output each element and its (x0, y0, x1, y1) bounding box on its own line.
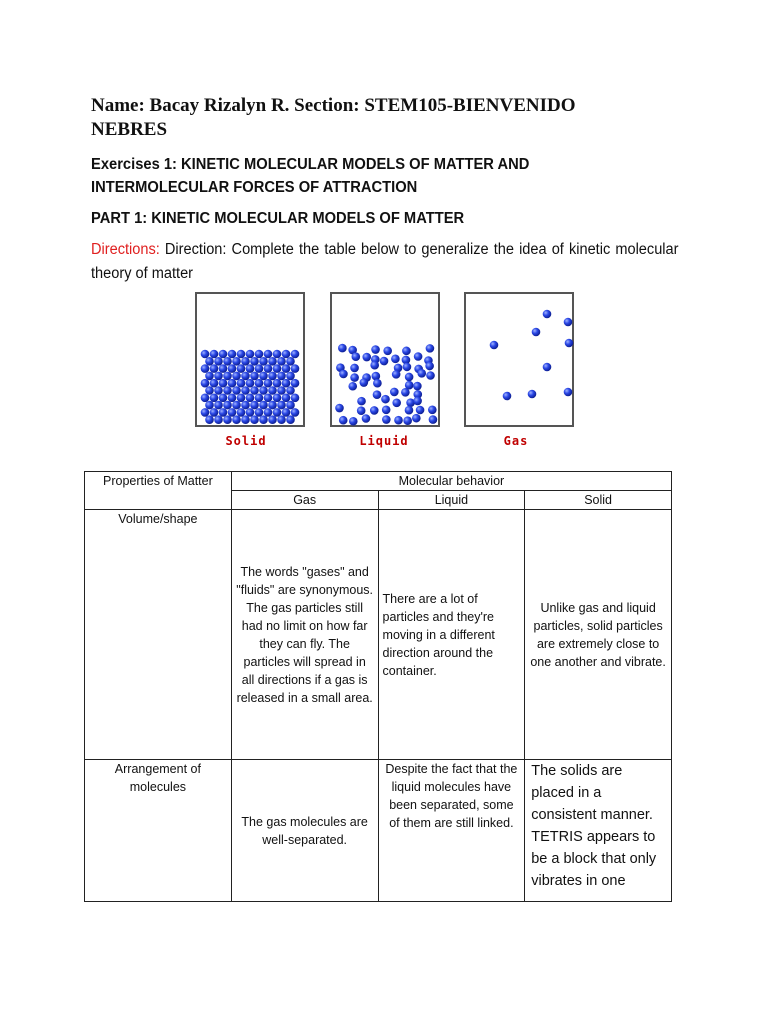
liquid-particle (357, 397, 366, 406)
row-property: Arrangement of molecules (85, 760, 232, 902)
directions-text: Direction: Complete the table below to generalize the idea of kinetic molecular theory of matter (91, 241, 679, 282)
solid-particle (291, 408, 300, 417)
exercise-title: Exercises 1: KINETIC MOLECULAR MODELS OF MATTER AND INTERMOLECULAR FORCES OF ATTRACTION (91, 156, 530, 196)
solid-particle (264, 408, 273, 417)
solid-particle (286, 372, 295, 381)
liquid-particle (392, 398, 401, 407)
solid-particle (259, 372, 268, 381)
gas-label: Gas (503, 434, 529, 448)
liquid-particle (339, 416, 348, 425)
solid-particle (264, 364, 273, 373)
solid-particle (250, 386, 259, 395)
solid-particle (277, 357, 286, 366)
liquid-particle (370, 361, 379, 370)
solid-particle (246, 408, 255, 417)
table-row (85, 760, 672, 902)
solid-particle (237, 394, 246, 403)
solid-particle (291, 350, 300, 359)
solid-particle (259, 386, 268, 395)
solid-particle (210, 350, 219, 359)
solid-particle (214, 372, 223, 381)
solid-particle (219, 394, 228, 403)
solid-particle (232, 401, 241, 410)
solid-particle (259, 401, 268, 410)
solid-particle (286, 415, 295, 424)
gas-particle (564, 318, 573, 327)
solid-particle (223, 386, 232, 395)
solid-particle (223, 357, 232, 366)
header-properties: Properties of Matter (85, 472, 232, 510)
solid-particle (237, 350, 246, 359)
solid-particle (210, 379, 219, 388)
solid-particle (201, 379, 210, 388)
liquid-particle (380, 357, 389, 366)
solid-particle (277, 386, 286, 395)
solid-particle (264, 379, 273, 388)
solid-particle (237, 364, 246, 373)
solid-particle (246, 394, 255, 403)
gas-container (465, 293, 573, 426)
liquid-particle (392, 370, 401, 379)
solid-particle (250, 401, 259, 410)
liquid-particle (338, 344, 347, 353)
solid-particle (232, 357, 241, 366)
liquid-particle (352, 352, 361, 361)
solid-particle (214, 415, 223, 424)
solid-particle (232, 415, 241, 424)
liquid-particle (357, 406, 366, 415)
solid-particle (241, 386, 250, 395)
liquid-particle (416, 406, 425, 415)
liquid-particle (426, 344, 435, 353)
liquid-particle (401, 388, 410, 397)
solid-label: Solid (225, 434, 267, 448)
gas-particle (532, 328, 541, 337)
directions-label: Directions: (91, 241, 160, 258)
solid-particle (273, 350, 282, 359)
solid-particle (205, 357, 214, 366)
solid-particle (277, 401, 286, 410)
solid-particle (228, 350, 237, 359)
solid-particle (214, 357, 223, 366)
solid-particle (237, 379, 246, 388)
cell-liquid: Despite the fact that the liquid molecules have been separated, some of them are still linked. (378, 760, 525, 902)
solid-particle (268, 401, 277, 410)
solid-particle (237, 408, 246, 417)
liquid-particle (429, 415, 438, 424)
liquid-particle (360, 378, 369, 387)
header-gas: Gas (231, 491, 378, 510)
liquid-particle (417, 369, 426, 378)
directions (91, 238, 679, 286)
solid-particle (282, 350, 291, 359)
solid-particle (291, 394, 300, 403)
liquid-particle (413, 382, 422, 391)
liquid-particle (371, 345, 380, 354)
solid-particle (286, 386, 295, 395)
solid-particle (228, 379, 237, 388)
liquid-particle (414, 352, 423, 361)
solid-particle (246, 379, 255, 388)
solid-particle (282, 379, 291, 388)
liquid-particle (383, 346, 392, 355)
liquid-particle (381, 395, 390, 404)
liquid-particle (370, 406, 379, 415)
solid-particle (232, 372, 241, 381)
liquid-particle (349, 417, 358, 426)
solid-particle (246, 364, 255, 373)
solid-particle (210, 364, 219, 373)
liquid-particle (372, 372, 381, 381)
solid-particle (228, 408, 237, 417)
gas-particle (564, 388, 573, 397)
solid-particle (223, 415, 232, 424)
liquid-particle (426, 371, 435, 380)
solid-particle (259, 357, 268, 366)
gas-particle (503, 392, 512, 401)
solid-particle (223, 372, 232, 381)
solid-particle (268, 386, 277, 395)
solid-particle (241, 401, 250, 410)
solid-particle (232, 386, 241, 395)
student-name-section: Name: Bacay Rizalyn R. Section: STEM105-BIENVENIDO NEBRES (91, 95, 576, 140)
liquid-particle (339, 370, 348, 379)
liquid-particle (348, 382, 357, 391)
cell-solid: Unlike gas and liquid particles, solid particles are extremely close to one another and vibrate. (525, 510, 672, 760)
solid-particle (277, 372, 286, 381)
liquid-particle (382, 415, 391, 424)
solid-particle (201, 364, 210, 373)
solid-particle (219, 350, 228, 359)
cell-gas: The gas molecules are well-separated. (231, 760, 378, 902)
liquid-particle (403, 416, 412, 425)
solid-particle (268, 415, 277, 424)
liquid-particle (362, 414, 371, 423)
solid-particle (255, 379, 264, 388)
liquid-particle (405, 373, 414, 382)
solid-particle (264, 394, 273, 403)
gas-particle (543, 363, 552, 372)
liquid-particle (382, 406, 391, 415)
header-molecular-behavior: Molecular behavior (231, 472, 671, 491)
solid-particle (282, 364, 291, 373)
solid-particle (246, 350, 255, 359)
solid-particle (255, 364, 264, 373)
solid-particle (250, 357, 259, 366)
solid-particle (201, 350, 210, 359)
liquid-particle (394, 416, 403, 425)
solid-particle (228, 394, 237, 403)
solid-particle (210, 408, 219, 417)
liquid-particle (412, 414, 421, 423)
solid-particle (214, 386, 223, 395)
liquid-particle (362, 353, 371, 362)
solid-particle (255, 350, 264, 359)
liquid-label: Liquid (359, 434, 409, 448)
solid-particle (291, 379, 300, 388)
gas-particle (490, 341, 499, 350)
solid-particle (205, 372, 214, 381)
liquid-particle (335, 404, 344, 413)
solid-particle (255, 408, 264, 417)
solid-particle (250, 415, 259, 424)
properties-table (84, 471, 672, 902)
solid-particle (268, 357, 277, 366)
liquid-particle (402, 347, 411, 356)
liquid-particle (350, 364, 359, 373)
cell-liquid: There are a lot of particles and they're moving in a different direction around the container. (378, 510, 525, 760)
solid-particle (241, 357, 250, 366)
liquid-particle (350, 373, 359, 382)
table-row (85, 510, 672, 760)
solid-particle (210, 394, 219, 403)
solid-particle (268, 372, 277, 381)
solid-particle (286, 357, 295, 366)
header-solid: Solid (525, 491, 672, 510)
solid-particle (273, 364, 282, 373)
solid-particle (205, 386, 214, 395)
solid-particle (273, 394, 282, 403)
solid-particle (201, 394, 210, 403)
gas-particle (528, 390, 537, 399)
liquid-particle (373, 390, 382, 399)
solid-particle (241, 372, 250, 381)
row-property: Volume/shape (85, 510, 232, 760)
solid-particle (277, 415, 286, 424)
solid-particle (250, 372, 259, 381)
cell-gas: The words "gases" and "fluids" are synonymous. The gas particles still had no limit on how far they can fly. The particles will spread in all directions if a gas is released in a small area. (231, 510, 378, 760)
solid-particle (219, 408, 228, 417)
solid-particle (219, 364, 228, 373)
solid-particle (291, 364, 300, 373)
solid-particle (241, 415, 250, 424)
solid-particle (264, 350, 273, 359)
liquid-particle (403, 363, 412, 372)
solid-particle (205, 415, 214, 424)
solid-particle (201, 408, 210, 417)
solid-particle (214, 401, 223, 410)
liquid-particle (373, 379, 382, 388)
header-liquid: Liquid (378, 491, 525, 510)
solid-particle (219, 379, 228, 388)
liquid-particle (390, 388, 399, 397)
liquid-particle (413, 397, 422, 406)
solid-particle (273, 408, 282, 417)
liquid-particle (428, 405, 437, 414)
part-title: PART 1: KINETIC MOLECULAR MODELS OF MATTER (91, 210, 465, 227)
solid-particle (223, 401, 232, 410)
liquid-particle (425, 362, 434, 371)
cell-solid: The solids are placed in a consistent manner. TETRIS appears to be a block that only vibrates in one (525, 760, 672, 902)
gas-particle (543, 310, 552, 319)
liquid-particle (405, 406, 414, 415)
states-of-matter-illustration (194, 292, 580, 452)
gas-particle (565, 339, 574, 348)
liquid-particle (391, 355, 400, 364)
solid-particle (282, 408, 291, 417)
solid-particle (205, 401, 214, 410)
solid-particle (273, 379, 282, 388)
solid-particle (255, 394, 264, 403)
solid-particle (259, 415, 268, 424)
solid-particle (228, 364, 237, 373)
solid-particle (286, 401, 295, 410)
solid-particle (282, 394, 291, 403)
